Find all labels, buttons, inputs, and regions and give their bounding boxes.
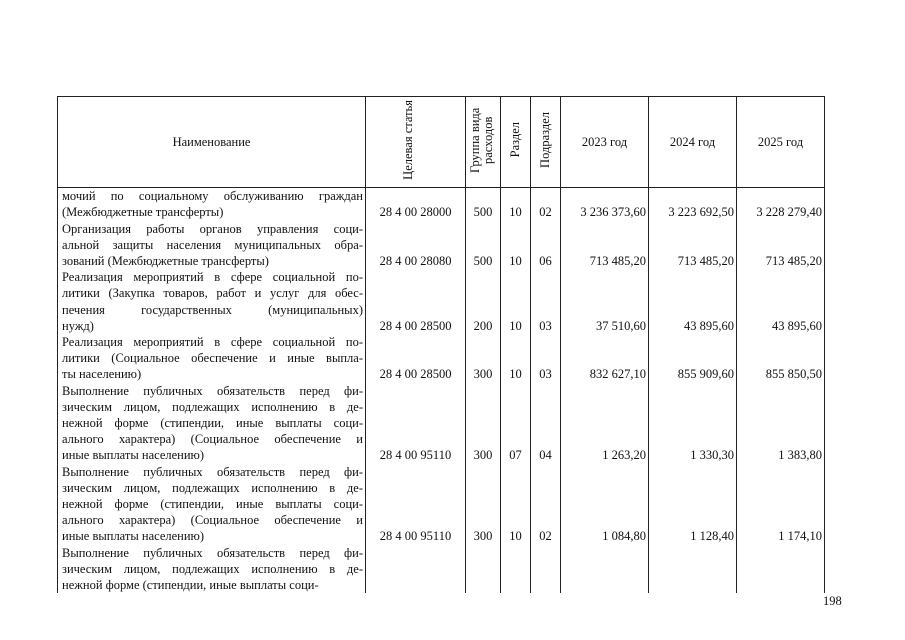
table-row xyxy=(58,464,825,545)
row-name-line: зований (Межбюджетные трансферты) xyxy=(62,254,269,269)
row-2025: 855 850,50 xyxy=(737,334,825,383)
row-2024: 3 223 692,50 xyxy=(649,188,737,221)
header-2025: 2025 год xyxy=(737,97,825,188)
row-section: 10 xyxy=(501,334,531,383)
header-2023: 2023 год xyxy=(561,97,649,188)
table-body xyxy=(58,188,825,594)
row-group xyxy=(466,545,501,594)
row-group: 300 xyxy=(466,334,501,383)
row-name-line: ального характера) (Социальное обеспечение и xyxy=(62,513,363,528)
row-name-line: ты населению) xyxy=(62,367,142,382)
row-2025: 713 485,20 xyxy=(737,221,825,270)
row-2025: 43 895,60 xyxy=(737,269,825,334)
row-target xyxy=(366,545,466,594)
row-2025: 3 228 279,40 xyxy=(737,188,825,221)
table-row xyxy=(58,221,825,270)
row-section: 10 xyxy=(501,221,531,270)
header-section: Раздел xyxy=(501,97,531,188)
row-2024 xyxy=(649,545,737,594)
row-2025: 1 174,10 xyxy=(737,464,825,545)
row-2024: 713 485,20 xyxy=(649,221,737,270)
row-2023: 1 084,80 xyxy=(561,464,649,545)
row-2024: 855 909,60 xyxy=(649,334,737,383)
row-name-line: альной защиты населения муниципальных обра- xyxy=(62,237,363,252)
table-row xyxy=(58,188,825,221)
row-target: 28 4 00 28080 xyxy=(366,221,466,270)
row-section: 10 xyxy=(501,269,531,334)
row-subsection: 03 xyxy=(531,334,561,383)
row-target: 28 4 00 95110 xyxy=(366,383,466,464)
row-name xyxy=(58,545,366,594)
row-subsection: 02 xyxy=(531,464,561,545)
row-group: 200 xyxy=(466,269,501,334)
row-name xyxy=(58,464,366,545)
row-name xyxy=(58,221,366,270)
row-name-line: нужд) xyxy=(62,318,94,333)
row-target: 28 4 00 28500 xyxy=(366,269,466,334)
row-name-line: мочий по социальному обслуживанию граждан xyxy=(62,189,363,204)
row-2023: 37 510,60 xyxy=(561,269,649,334)
row-2024: 1 330,30 xyxy=(649,383,737,464)
row-2025 xyxy=(737,545,825,594)
row-group: 300 xyxy=(466,464,501,545)
row-2023: 832 627,10 xyxy=(561,334,649,383)
table-row xyxy=(58,334,825,383)
row-2023: 1 263,20 xyxy=(561,383,649,464)
table-row xyxy=(58,545,825,594)
row-2024: 43 895,60 xyxy=(649,269,737,334)
row-name-line: литики (Социальное обеспечение и иные выпла- xyxy=(62,351,363,366)
row-name-line: нежной форме (стипендии, иные выплаты соци- xyxy=(62,416,363,431)
row-name xyxy=(58,334,366,383)
row-target: 28 4 00 95110 xyxy=(366,464,466,545)
row-name-line: Выполнение публичных обязательств перед фи- xyxy=(62,545,363,560)
row-name-line: ального характера) (Социальное обеспечение и xyxy=(62,432,363,447)
row-2023: 3 236 373,60 xyxy=(561,188,649,221)
row-name-line: Выполнение публичных обязательств перед фи- xyxy=(62,383,363,398)
row-name-line: печения государственных (муниципальных) xyxy=(62,302,363,317)
table-row xyxy=(58,269,825,334)
row-target: 28 4 00 28000 xyxy=(366,188,466,221)
table-row xyxy=(58,383,825,464)
row-name-line: иные выплаты населению) xyxy=(62,529,205,544)
row-subsection: 06 xyxy=(531,221,561,270)
header-target: Целевая статья xyxy=(366,97,466,188)
row-name-line: Выполнение публичных обязательств перед фи- xyxy=(62,464,363,479)
row-target: 28 4 00 28500 xyxy=(366,334,466,383)
row-name-line: Организация работы органов управления соци- xyxy=(62,221,363,236)
row-group: 500 xyxy=(466,188,501,221)
row-name-line: иные выплаты населению) xyxy=(62,448,205,463)
row-name xyxy=(58,383,366,464)
row-2024: 1 128,40 xyxy=(649,464,737,545)
row-2023: 713 485,20 xyxy=(561,221,649,270)
row-name-line: Реализация мероприятий в сфере социальной по- xyxy=(62,335,363,350)
row-name-line: зическим лицом, подлежащих исполнению в де- xyxy=(62,561,363,576)
budget-table xyxy=(57,96,825,593)
row-group: 500 xyxy=(466,221,501,270)
header-name: Наименование xyxy=(58,97,366,188)
row-group: 300 xyxy=(466,383,501,464)
page-number: 198 xyxy=(823,594,842,608)
table-header-row xyxy=(58,97,825,188)
header-group: Группа вида расходов xyxy=(466,97,501,188)
row-subsection: 03 xyxy=(531,269,561,334)
row-subsection xyxy=(531,545,561,594)
row-2025: 1 383,80 xyxy=(737,383,825,464)
row-section: 07 xyxy=(501,383,531,464)
row-name-line: нежной форме (стипендии, иные выплаты соци- xyxy=(62,497,363,512)
row-2023 xyxy=(561,545,649,594)
row-section xyxy=(501,545,531,594)
row-name xyxy=(58,188,366,221)
header-subsection: Подраздел xyxy=(531,97,561,188)
row-name-line: Реализация мероприятий в сфере социальной по- xyxy=(62,270,363,285)
row-section: 10 xyxy=(501,464,531,545)
row-section: 10 xyxy=(501,188,531,221)
row-subsection: 04 xyxy=(531,383,561,464)
row-name-line: зическим лицом, подлежащих исполнению в де- xyxy=(62,399,363,414)
row-name-line: литики (Закупка товаров, работ и услуг для обес- xyxy=(62,286,363,301)
header-2024: 2024 год xyxy=(649,97,737,188)
row-name-line: нежной форме (стипендии, иные выплаты соци- xyxy=(62,578,319,593)
row-name-line: зическим лицом, подлежащих исполнению в де- xyxy=(62,480,363,495)
row-name xyxy=(58,269,366,334)
row-name-line: (Межбюджетные трансферты) xyxy=(62,205,224,220)
row-subsection: 02 xyxy=(531,188,561,221)
